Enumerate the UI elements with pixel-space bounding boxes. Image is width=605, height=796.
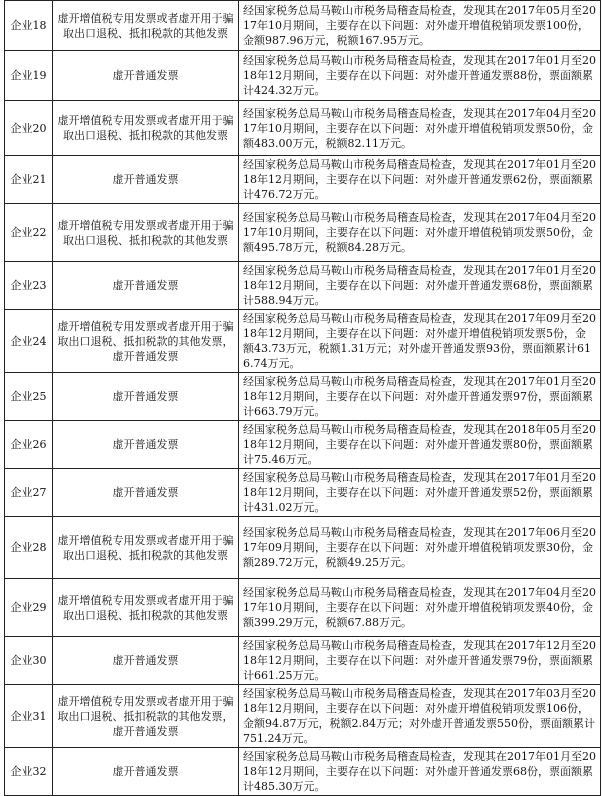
- invoice-type-cell: 虚开普通发票: [53, 469, 239, 517]
- table-row: [5, 204, 601, 262]
- table-row: [5, 469, 601, 517]
- enterprise-cell: 企业19: [5, 51, 53, 101]
- tax-violation-table: [4, 0, 601, 796]
- table-row: [5, 101, 601, 156]
- enterprise-cell: 企业32: [5, 748, 53, 796]
- invoice-type-cell: 虚开增值税专用发票或者虚开用于骗取出口退税、抵扣税款的其他发票，虚开普通发票: [53, 310, 239, 373]
- table-row: [5, 748, 601, 796]
- detail-cell: 经国家税务总局马鞍山市税务局稽查局检查，发现其在2017年01月至2018年12月期间，主要存在以下问题：对外虚开普通发票52份，票面额累计431.02万元。: [239, 469, 601, 517]
- enterprise-cell: 企业26: [5, 421, 53, 469]
- table-row: [5, 310, 601, 373]
- table-row: [5, 637, 601, 685]
- table-row: [5, 51, 601, 101]
- table-row: [5, 579, 601, 637]
- enterprise-cell: 企业22: [5, 204, 53, 262]
- invoice-type-cell: 虚开增值税专用发票或者虚开用于骗取出口退税、抵扣税款的其他发票，虚开普通发票: [53, 685, 239, 748]
- table-row: [5, 421, 601, 469]
- detail-cell: 经国家税务总局马鞍山市税务局稽查局检查，发现其在2017年04月至2017年10月期间，主要存在以下问题：对外虚开增值税销项发票50份，金额483.00万元，税额82.11万元。: [239, 101, 601, 156]
- enterprise-cell: 企业25: [5, 373, 53, 421]
- invoice-type-cell: 虚开增值税专用发票或者虚开用于骗取出口退税、抵扣税款的其他发票: [53, 579, 239, 637]
- invoice-type-cell: 虚开普通发票: [53, 51, 239, 101]
- enterprise-cell: 企业30: [5, 637, 53, 685]
- enterprise-cell: 企业29: [5, 579, 53, 637]
- enterprise-cell: 企业20: [5, 101, 53, 156]
- enterprise-cell: 企业31: [5, 685, 53, 748]
- detail-cell: 经国家税务总局马鞍山市税务局稽查局检查，发现其在2017年12月至2018年12月期间，主要存在以下问题：对外虚开普通发票79份，票面额累计661.25万元。: [239, 637, 601, 685]
- enterprise-cell: 企业24: [5, 310, 53, 373]
- detail-cell: 经国家税务总局马鞍山市税务局稽查局检查，发现其在2018年05月至2018年12月期间，主要存在以下问题：对外虚开普通发票80份，票面额累计75.46万元。: [239, 421, 601, 469]
- detail-cell: 经国家税务总局马鞍山市税务局稽查局检查，发现其在2017年06月至2017年09月期间，主要存在以下问题：对外虚开增值税销项发票30份，金额289.72万元，税额49.25万元。: [239, 517, 601, 579]
- invoice-type-cell: 虚开普通发票: [53, 262, 239, 310]
- invoice-type-cell: 虚开增值税专用发票或者虚开用于骗取出口退税、抵扣税款的其他发票: [53, 204, 239, 262]
- detail-cell: 经国家税务总局马鞍山市税务局稽查局检查，发现其在2017年05月至2017年10月期间，主要存在以下问题：对外虚开增值税销项发票100份，金额987.96万元，税额167.95万元。: [239, 1, 601, 51]
- table-row: [5, 262, 601, 310]
- invoice-type-cell: 虚开普通发票: [53, 156, 239, 204]
- enterprise-cell: 企业28: [5, 517, 53, 579]
- table-row: [5, 373, 601, 421]
- detail-cell: 经国家税务总局马鞍山市税务局稽查局检查，发现其在2017年04月至2017年10月期间，主要存在以下问题：对外虚开增值税销项发票50份，金额495.78万元，税额84.28万元。: [239, 204, 601, 262]
- enterprise-cell: 企业23: [5, 262, 53, 310]
- document-table-wrapper: [4, 0, 600, 793]
- invoice-type-cell: 虚开增值税专用发票或者虚开用于骗取出口退税、抵扣税款的其他发票: [53, 101, 239, 156]
- detail-cell: 经国家税务总局马鞍山市税务局稽查局检查，发现其在2017年01月至2018年12月期间，主要存在以下问题：对外虚开普通发票97份，票面额累计663.79万元。: [239, 373, 601, 421]
- detail-cell: 经国家税务总局马鞍山市税务局稽查局检查，发现其在2017年09月至2018年12月期间，主要存在以下问题：对外虚开增值税销项发票5份，金额43.73万元，税额1.31万元；对外虚开普通发票93份，票面额累计616.74万元。: [239, 310, 601, 373]
- invoice-type-cell: 虚开普通发票: [53, 421, 239, 469]
- invoice-type-cell: 虚开普通发票: [53, 637, 239, 685]
- table-body: [5, 1, 601, 796]
- enterprise-cell: 企业18: [5, 1, 53, 51]
- detail-cell: 经国家税务总局马鞍山市税务局稽查局检查，发现其在2017年01月至2018年12月期间，主要存在以下问题：对外虚开普通发票68份，票面额累计588.94万元。: [239, 262, 601, 310]
- detail-cell: 经国家税务总局马鞍山市税务局稽查局检查，发现其在2017年04月至2017年10月期间，主要存在以下问题：对外虚开增值税销项发票40份，金额399.29万元，税额67.88万元。: [239, 579, 601, 637]
- table-row: [5, 156, 601, 204]
- invoice-type-cell: 虚开普通发票: [53, 373, 239, 421]
- detail-cell: 经国家税务总局马鞍山市税务局稽查局检查，发现其在2017年01月至2018年12月期间，主要存在以下问题：对外虚开普通发票88份，票面额累计424.32万元。: [239, 51, 601, 101]
- invoice-type-cell: 虚开增值税专用发票或者虚开用于骗取出口退税、抵扣税款的其他发票: [53, 517, 239, 579]
- detail-cell: 经国家税务总局马鞍山市税务局稽查局检查，发现其在2017年03月至2018年12月期间，主要存在以下问题：对外虚开增值税销项发票106份，金额94.87万元，税额2.84万元；对外虚开普通发票550份，票面额累计751.24万元。: [239, 685, 601, 748]
- invoice-type-cell: 虚开增值税专用发票或者虚开用于骗取出口退税、抵扣税款的其他发票: [53, 1, 239, 51]
- enterprise-cell: 企业21: [5, 156, 53, 204]
- enterprise-cell: 企业27: [5, 469, 53, 517]
- table-row: [5, 517, 601, 579]
- detail-cell: 经国家税务总局马鞍山市税务局稽查局检查，发现其在2017年01月至2018年12月期间，主要存在以下问题：对外虚开普通发票62份，票面额累计476.72万元。: [239, 156, 601, 204]
- table-row: [5, 1, 601, 51]
- detail-cell: 经国家税务总局马鞍山市税务局稽查局检查，发现其在2017年01月至2018年12月期间，主要存在以下问题：对外虚开普通发票68份，票面额累计485.30万元。: [239, 748, 601, 796]
- table-row: [5, 685, 601, 748]
- invoice-type-cell: 虚开普通发票: [53, 748, 239, 796]
